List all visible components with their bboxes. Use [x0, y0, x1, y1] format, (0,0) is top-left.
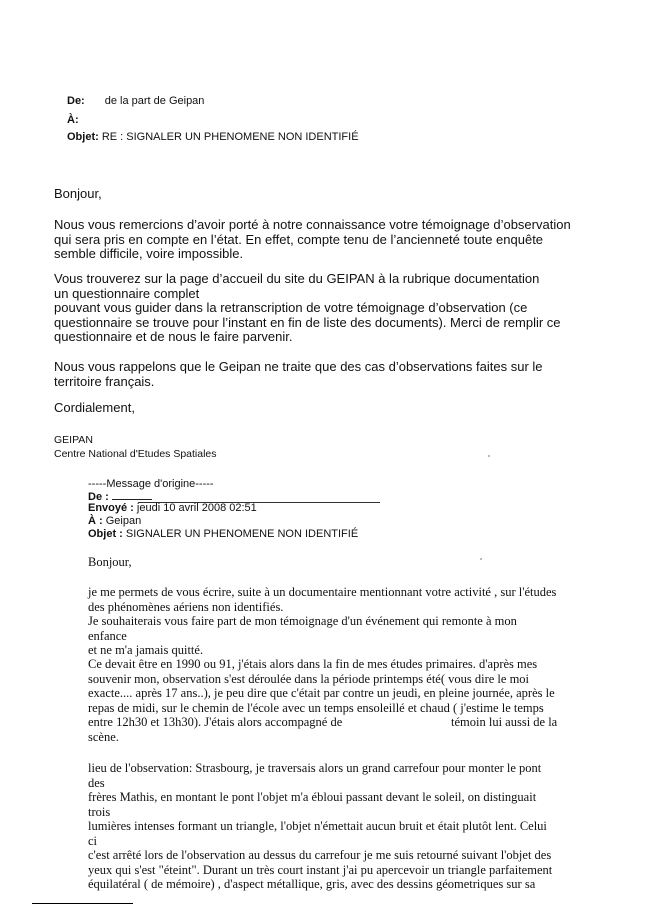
original-to [88, 515, 141, 528]
header-subject [67, 130, 359, 144]
forwarded-paragraph-2: Ce devait être en 1990 ou 91, j'étais alors dans la fin de mes études primaires. d'après mes souvenir mon, observation s'est déroulée dans la période printemps été( vous dire le moi exacte.... après 17 ans..), je peu dire que c'était par contre un jeudi, en pleine journée, après le repas de midi, sur le chemin de l'école avec un temps ensoleillé et chaud ( j'estime le temps entre 12h30 et 13h30). J'étais alors accompagné de [88, 657, 555, 729]
original-marker: -----Message d'origine----- [88, 478, 214, 490]
header-from-label: De: [67, 95, 85, 107]
original-subject [88, 528, 358, 541]
reply-paragraph-3: Nous vous rappelons que le Geipan ne traite que des cas d’observations faites sur le territoire français. [54, 359, 543, 389]
original-sent-value: jeudi 10 avril 2008 02:51 [136, 502, 257, 514]
reply-paragraph-2: Vous trouverez sur la page d’accueil du site du GEIPAN à la rubrique documentation un questionnaire complet pouvant vous guider dans la retranscription de votre témoignage d’observation (ce questionnaire se trouve pour l’instant en fin de liste des documents). Merci de remplir ce questionnaire et de nous le faire parvenir. [54, 271, 561, 344]
scan-speck [488, 455, 490, 457]
forwarded-greeting: Bonjour, [88, 555, 132, 569]
reply-greeting: Bonjour, [54, 186, 102, 201]
reply-paragraph-1: Nous vous remercions d’avoir porté à notre connaissance votre témoignage d’observation qui sera pris en compte en l’état. En effet, compte tenu de l’ancienneté toute enquête semble difficile, voire impossible. [54, 217, 571, 261]
header-subject-value: RE : SIGNALER UN PHENOMENE NON IDENTIFIÉ [101, 131, 359, 143]
scan-speck [480, 558, 482, 560]
forwarded-paragraph-2-end: scène. [88, 730, 119, 744]
header-from-value: de la part de Geipan [104, 95, 205, 107]
original-to-value: Geipan [105, 515, 142, 527]
original-sent [88, 502, 257, 515]
original-to-label: À : [88, 515, 103, 527]
signature-name: GEIPAN [54, 434, 93, 446]
original-subject-value: SIGNALER UN PHENOMENE NON IDENTIFIÉ [125, 528, 359, 540]
redaction-mark [112, 490, 152, 500]
footnote-rule [32, 903, 133, 904]
header-subject-label: Objet: [67, 131, 99, 143]
forwarded-paragraph-3: lieu de l'observation: Strasbourg, je traversais alors un grand carrefour pour monter le pont des frères Mathis, en montant le pont l'objet m'a ébloui passant devant le soleil, on distinguait trois lumières intenses formant un triangle, l'objet n'émettait aucun bruit et était plutôt lent. Celui ci c'est arrêté lors de l'observation au dessus du carrefour je me suis retourné suivant l'objet des yeux qui s'est "éteint". Durant un très court instant j'ai pu apercevoir un triangle parfaitement équilatéral ( de mémoire) , d'aspect métallique, gris, avec des dessins géometriques sur sa [88, 761, 553, 891]
original-sent-label: Envoyé : [88, 502, 134, 514]
forwarded-paragraph-2-tail: témoin lui aussi de la [451, 715, 558, 729]
original-subject-label: Objet : [88, 528, 123, 540]
reply-closing: Cordialement, [54, 400, 135, 415]
header-from [67, 94, 204, 108]
forwarded-paragraph-1: je me permets de vous écrire, suite à un documentaire mentionnant votre activité , sur l'études des phénomènes aériens non identifiés. Je souhaiterais vous faire part de mon témoignage d'un événement qui remonte à mon enfance et ne m'a jamais quitté. [88, 585, 557, 657]
header-to [67, 113, 79, 127]
signature-org: Centre National d'Etudes Spatiales [54, 448, 217, 460]
header-to-label: À: [67, 114, 79, 126]
original-from-label: De : [88, 491, 109, 503]
